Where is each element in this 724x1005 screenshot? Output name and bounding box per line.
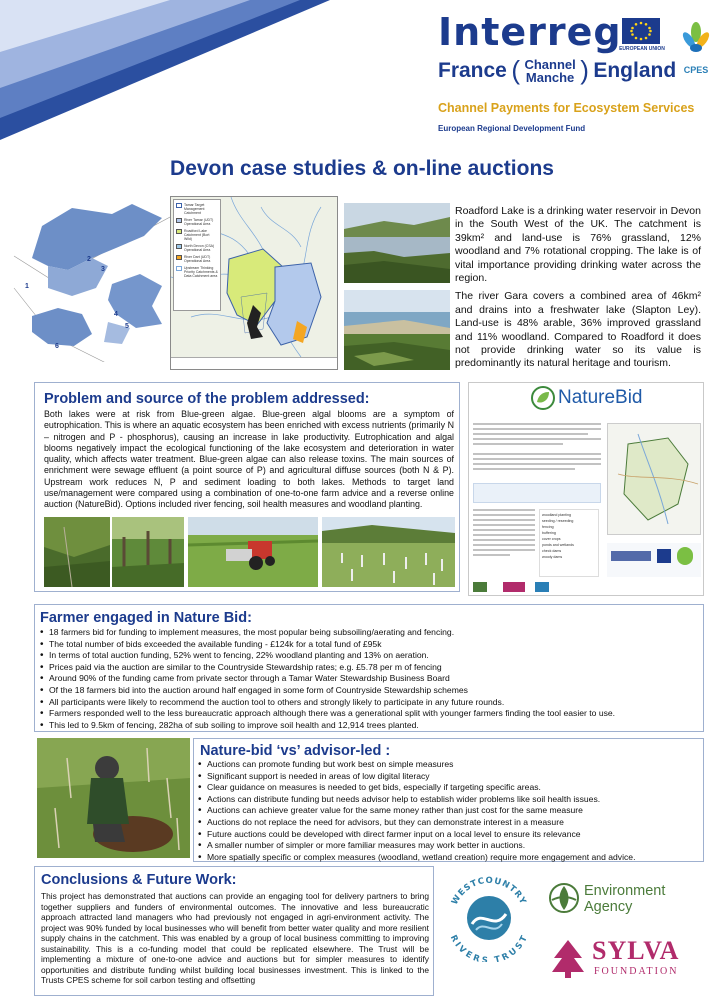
slapton-ley-photo: [344, 290, 450, 370]
map-legend: [173, 199, 221, 311]
list-item: • Prices paid via the auction are similar to the Countryside Stewardship rates; e.g. £5.78 per m of fencing: [39, 662, 699, 674]
list-item: • This led to 9.5km of fencing, 282ha of sub soiling to improve soil health and 12,914 trees planted.: [39, 720, 699, 732]
channel-label: Channel: [524, 57, 576, 72]
cpes-label: CPES: [683, 65, 709, 75]
map-number: 2: [87, 256, 91, 263]
leaflet-map: [607, 423, 701, 535]
ea-symbol-icon: [548, 882, 580, 918]
list-item: • Significant support is needed in areas of low digital literacy: [197, 771, 701, 783]
leaflet-option: ponds and wetlands: [542, 543, 574, 547]
versus-list: [197, 759, 701, 863]
soil-sampling-photo: [37, 738, 190, 858]
leaflet-dates-banner: [473, 483, 601, 503]
legend-item: River Tamar (UDT) Operational Area: [184, 218, 214, 226]
ea-line-1: Environment: [584, 883, 666, 899]
leaflet-option: fencing: [542, 525, 554, 529]
ea-text: [584, 883, 665, 915]
map-number: 3: [101, 266, 105, 273]
fund-name: European Regional Development Fund: [438, 124, 586, 133]
list-item: • Of the 18 farmers bid into the auction around half engaged in some form of Countryside Stewardship schemes: [39, 685, 699, 697]
list-item: • Auctions can achieve greater value for the same money rather than just cost for the same measure: [197, 805, 701, 817]
tractor-photo: [188, 517, 318, 587]
naturebid-logo: [531, 386, 643, 410]
westcountry-rivers-trust-logo: [442, 868, 536, 962]
legend-item: River Dart (UDT) Operational Area: [184, 255, 211, 263]
leaflet-intro-text: [473, 423, 601, 473]
leaflet-partner-logos: [607, 543, 701, 577]
channel-manche: [524, 58, 575, 84]
list-item: • Around 90% of the funding came from private sector through a Tamar Water Stewardship Business Board: [39, 673, 699, 685]
roadford-lake-photo: [344, 203, 450, 283]
leaflet-option: buffering: [542, 531, 556, 535]
versus-section: [193, 738, 704, 862]
list-item: • A smaller number of simpler or more familiar measures may work better in auctions.: [197, 840, 701, 852]
wct-bottom-text: RIVERS TRUST: [447, 933, 531, 962]
conclusions-heading: Conclusions & Future Work:: [41, 872, 237, 888]
leaf-icon: [681, 20, 711, 58]
legend-item: North Devon (CSA) Operational Area: [184, 244, 215, 252]
list-item: • Actions can distribute funding but needs advisor help to establish wider problems like soil health issues.: [197, 794, 701, 806]
map-number: 4: [114, 311, 118, 318]
leaflet-option: seeding / reseeding: [542, 519, 574, 523]
page-title: Devon case studies & on-line auctions: [170, 157, 554, 180]
woodland-photo: [112, 517, 184, 587]
list-item: • Farmers responded well to the less bureaucratic approach although there was a generational split with younger farmers finding the tool easier to use.: [39, 708, 699, 720]
problem-text: Both lakes were at risk from Blue-green algae. Blue-green algal blooms are a symptom of eutrophication. This is where an aquatic ecosystem has been enriched with excess nutrients (primarily N – nitrogen and P - phosphorus), causing an increase in lake productivity. Eutrophication and algal blooms negatively impact the ecological functioning of the lake ecosystem and deterioration in water quality, which affects water treatment. Blue-green algae can also release toxins. The main sources of enrichment were sewage effluent (a point source of P) and agricultural diffuse sources (both N & P). Upstream work reduces N, P and sediment loading to both lakes. Methods to target land use/management were compared using a combination of one-to-one farm advice and a reverse online auction (NatureBid). Options included river fencing, soil health measures and woodland planting.: [44, 409, 454, 510]
naturebid-leaflet: [468, 382, 704, 596]
environment-agency-logo: [548, 880, 688, 924]
list-item: • All participants were likely to recommend the auction tool to others and strongly likely to participate in any future rounds.: [39, 697, 699, 709]
farmer-list: [39, 627, 699, 731]
leaflet-option: check dams: [542, 549, 562, 553]
list-item: • Auctions do not replace the need for advisors, but they can demonstrate interest in a measure: [197, 817, 701, 829]
france-label: France: [438, 59, 507, 82]
list-item: • 18 farmers bid for funding to implement measures, the most popular being subsoiling/aerating and fencing.: [39, 627, 699, 639]
sylva-wordmark: SYLVA: [592, 936, 680, 965]
conclusions-text: This project has demonstrated that auctions can provide an engaging tool for delivery partners to bring together suppliers and funders of environmental outcomes. The innovative and less bureaucratic approach attracted land managers who had previously not engaged in agri-environment activity. The project was 90% funded by local businesses who will benefit from better water quality and more resilient supply chains in the catchment. This was enabled by a group of local business committing to improving sustainability. This is a co-funding model that could be replicated elsewhere. The Trust will be implementing a mixture of one-to-one advice and auctions but for simpler measures to identify opportunities and distribute funding whilst building local businesses investment. This is linked to the Trusts CPES scheme for soil carbon testing and offsetting: [41, 891, 429, 985]
interreg-wordmark: Interreg: [438, 10, 622, 54]
leaflet-option: woody dams: [542, 555, 563, 559]
leaflet-footer-logos: [473, 581, 573, 593]
england-label: England: [593, 59, 677, 82]
leaflet-option: cover crops: [542, 537, 561, 541]
list-item: • Auctions can promote funding but work best on simple measures: [197, 759, 701, 771]
catchment-intro: [455, 205, 701, 371]
legend-item: Tamar Target Management Catchment: [184, 203, 205, 215]
farmer-heading: Farmer engaged in Nature Bid:: [40, 610, 252, 626]
versus-heading: Nature-bid ‘vs’ advisor-led :: [200, 743, 391, 759]
map-footer: [171, 357, 337, 369]
catchment-map: [170, 196, 338, 370]
list-item: • Clear guidance on measures is needed to get bids, especially if targeting specific areas.: [197, 782, 701, 794]
tree-planting-photo: [322, 517, 455, 587]
naturebid-wordmark: NatureBid: [558, 387, 643, 408]
sylva-tree-icon: [548, 936, 588, 980]
problem-heading: Problem and source of the problem addressed:: [44, 391, 370, 407]
river-bank-photo: [44, 517, 110, 587]
list-item: • Future auctions could be developed with direct farmer input on a local level to ensure its relevance: [197, 829, 701, 841]
problem-section: [34, 382, 460, 592]
gara-description: The river Gara covers a combined area of 46km² and drains into a freshwater lake (Slapton Ley). Land-use is 48% arable, 36% improved grassland and 11% woodland. Compared to Roadford it does not provide drinking water so its value is predominantly its natural heritage and tourism.: [455, 290, 701, 370]
eu-flag-icon: [622, 18, 660, 44]
legend-item: Roadford Lake Catchment (Bort Wild): [184, 229, 210, 241]
header-decoration: [0, 0, 330, 140]
sylva-foundation-logo: [548, 934, 680, 982]
manche-label: Manche: [525, 70, 575, 85]
naturebid-leaf-icon: [531, 386, 555, 410]
map-number: 5: [125, 323, 129, 330]
sylva-foundation-text: FOUNDATION: [594, 966, 679, 977]
farmer-section: [34, 604, 704, 732]
programme-name: Channel Payments for Ecosystem Services: [438, 101, 695, 115]
list-item: • In terms of total auction funding, 52% went to fencing, 22% woodland planting and 13% on aeration.: [39, 650, 699, 662]
conclusions-section: [34, 866, 434, 996]
eu-label: EUROPEAN UNION: [619, 46, 665, 52]
map-number: 1: [25, 283, 29, 290]
ea-line-2: Agency: [584, 899, 633, 915]
leaflet-option: woodland planting: [542, 513, 571, 517]
list-item: • The total number of bids exceeded the available funding - £124k for a total fund of £95k: [39, 639, 699, 651]
interreg-logo: [438, 12, 638, 52]
map-number: 6: [55, 343, 59, 350]
programme-area: France ( Channel Manche ) England: [438, 55, 677, 85]
wct-top-text: WESTCOUNTRY: [449, 875, 528, 907]
leaflet-body-text: [473, 509, 535, 559]
roadford-description: Roadford Lake is a drinking water reservoir in Devon in the South West of the UK. The catchment is 39km² and land-use is 76% grassland, 12% woodland and 7% rotational cropping. The lake is of vital importance providing drinking water across the region.: [455, 205, 701, 285]
legend-item: Upstream Thinking Priority Catchments & Data Catchment area: [184, 266, 218, 278]
leaflet-options-box: [539, 509, 599, 577]
list-item: • More spatially specific or complex measures (woodland, wetland creation) require more engagement and advice.: [197, 852, 701, 864]
south-west-overview-map: [12, 196, 172, 362]
